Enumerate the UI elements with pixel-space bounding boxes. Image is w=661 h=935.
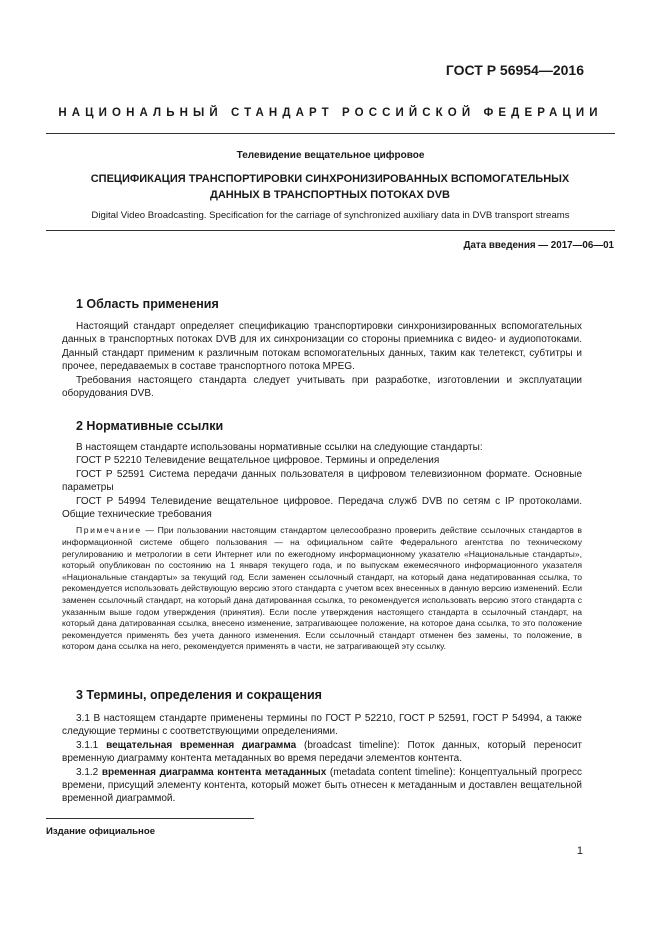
standard-title: СПЕЦИФИКАЦИЯ ТРАНСПОРТИРОВКИ СИНХРОНИЗИРОВАННЫХ ВСПОМОГАТЕЛЬНЫХ ДАННЫХ В ТРАНСПОРТНЫХ ПОТОКАХ DVB bbox=[90, 173, 570, 201]
note-paragraph bbox=[62, 525, 582, 653]
term-name: временная диаграмма контента метаданных bbox=[101, 766, 327, 778]
section-2-body bbox=[62, 441, 582, 653]
document-code: ГОСТ Р 56954—2016 bbox=[445, 62, 584, 78]
term-text: (metadata content timeline): Концептуальный прогресс времени, присущий элементу контента, который может быть отнесен к метаданным и доставлен вещательной временной диаграммой. bbox=[62, 766, 582, 805]
term-name: вещательная временная диаграмма bbox=[106, 739, 297, 751]
term-number: 3.1.2 bbox=[76, 766, 102, 778]
normative-reference: ГОСТ Р 54994 Телевидение вещательное цифровое. Передача служб DVB по сетям с IP протоколами. Общие технические требования bbox=[62, 495, 582, 521]
english-title: Digital Video Broadcasting. Specification for the carriage of synchronized auxiliary data in DVB transport streams bbox=[91, 210, 570, 221]
section-1-heading: 1 Область применения bbox=[76, 297, 219, 311]
standard-subtitle: Телевидение вещательное цифровое bbox=[236, 150, 425, 161]
divider-top bbox=[46, 133, 615, 134]
introduction-date: Дата введения — 2017—06—01 bbox=[463, 240, 614, 251]
section-1-paragraph: Требования настоящего стандарта следует учитывать при разработке, изготовлении и эксплуатации оборудования DVB. bbox=[62, 374, 582, 400]
section-3-heading: 3 Термины, определения и сокращения bbox=[76, 688, 322, 702]
normative-reference: ГОСТ Р 52591 Система передачи данных пользователя в цифровом телевизионном формате. Основные параметры bbox=[62, 468, 582, 494]
section-2-heading: 2 Нормативные ссылки bbox=[76, 419, 224, 433]
term-definition bbox=[62, 766, 582, 806]
note-label: Примечание bbox=[76, 525, 142, 536]
page-number: 1 bbox=[576, 845, 583, 857]
section-3-paragraph: 3.1 В настоящем стандарте применены термины по ГОСТ Р 52210, ГОСТ Р 52591, ГОСТ Р 54994, а также следующие термины с соответствующими определениями. bbox=[62, 713, 582, 738]
official-edition-label: Издание официальное bbox=[46, 826, 156, 837]
section-2-intro: В настоящем стандарте использованы нормативные ссылки на следующие стандарты: bbox=[76, 442, 483, 453]
divider-footer bbox=[46, 818, 254, 819]
normative-reference: ГОСТ Р 52210 Телевидение вещательное цифровое. Термины и определения bbox=[76, 455, 440, 467]
national-standard-banner: НАЦИОНАЛЬНЫЙ СТАНДАРТ РОССИЙСКОЙ ФЕДЕРАЦИИ bbox=[58, 107, 603, 119]
term-text: (broadcast timeline): Поток данных, который переносит временную диаграмму контента метаданных во время передачи элементов контента. bbox=[62, 739, 582, 765]
term-number: 3.1.1 bbox=[76, 739, 107, 751]
section-1-paragraph: Настоящий стандарт определяет спецификацию транспортировки синхронизированных вспомогательных данных в транспортных потоках DVB для их синхронизации со стороны приемника с видео- и аудиопотоками. Данный стандарт применим к различным потокам вспомогательных данных, таким как телетекст, субтитры и прочее, передаваемых в составе транспортного потока MPEG. bbox=[62, 321, 582, 373]
term-definition bbox=[62, 739, 582, 766]
section-1-body bbox=[62, 320, 582, 400]
divider-title bbox=[46, 230, 615, 231]
section-3-body bbox=[62, 712, 582, 806]
note-text: — При пользовании настоящим стандартом целесообразно проверить действие ссылочных стандартов в информационной системе общего пользования — на официальном сайте Федерального агентства по техническому регулированию и метрологии в сети Интернет или по ежегодному информационному указателю «Национальные стандарты», который опубликован по состоянию на 1 января текущего года, и по выпускам ежемесячного информационного указателя «Национальные стандарты» за текущий год. Если заменен ссылочный стандарт, на который дана недатированная ссылка, то рекомендуется использовать действующую версию этого стандарта с учетом всех внесенных в данную версию изменений. Если заменен ссылочный стандарт, на который дана датированная ссылка, то рекомендуется использовать версию этого стандарта с указанным выше годом утверждения (принятия). Если после утверждения настоящего стандарта в ссылочный стандарт, на который дана датированная ссылка, внесено изменение, затрагивающее положение, на которое дана ссылка, то это положение рекомендуется применять без учета данного изменения. Если ссылочный стандарт отменен без замены, то положение, в котором дана ссылка на него, рекомендуется применять в части, не затрагивающей эту ссылку. bbox=[62, 525, 582, 652]
